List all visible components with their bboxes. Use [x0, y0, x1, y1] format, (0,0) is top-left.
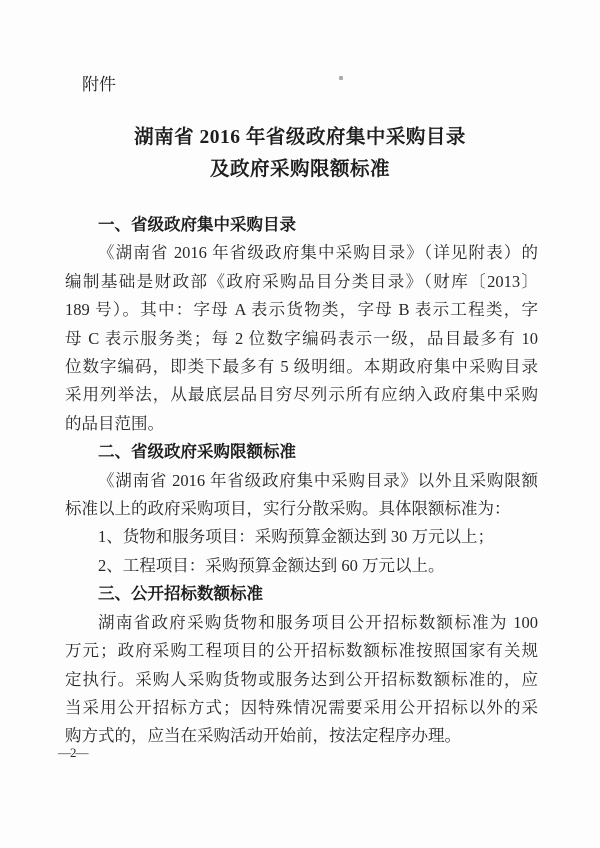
text-line: 1、货物和服务项目：采购预算金额达到 30 万元以上；	[98, 527, 494, 547]
scan-speck	[339, 76, 343, 80]
text-line: 标准以上的政府采购项目，实行分散采购。具体限额标准为：	[65, 499, 511, 519]
text-line: 《湖南省 2016 年省级政府集中采购目录》（详见附表）的	[98, 243, 538, 263]
text-line: 万元；政府采购工程项目的公开招标数额标准按照国家有关规	[65, 641, 538, 661]
text-line: 《湖南省 2016 年省级政府集中采购目录》以外且采购限额	[98, 470, 538, 490]
attachment-label: 附件	[82, 75, 116, 94]
document-title-line-2: 及政府采购限额标准	[209, 159, 390, 180]
document-title-line-1: 湖南省 2016 年省级政府集中采购目录	[134, 127, 466, 148]
section-heading-2: 二、省级政府采购限额标准	[98, 443, 296, 462]
text-line: 购方式的，应当在采购活动开始前，按法定程序办理。	[65, 726, 461, 746]
text-line: 2、工程项目：采购预算金额达到 60 万元以上。	[98, 555, 445, 575]
text-line: 母 C 表示服务类；每 2 位数字编码表示一级，品目最多有 10	[65, 328, 538, 348]
text-line: 当采用公开招标方式；因特殊情况需要采用公开招标以外的采	[65, 697, 538, 717]
text-line: 189 号）。其中：字母 A 表示货物类，字母 B 表示工程类，字	[65, 300, 538, 320]
document-title	[0, 122, 600, 186]
text-line: 采用列举法，从最底层品目穷尽列示所有应纳入政府集中采购	[65, 385, 538, 405]
section-heading-3: 三、公开招标数额标准	[98, 585, 263, 604]
text-line: 的品目范围。	[65, 413, 164, 433]
text-line: 编制基础是财政部《政府采购品目分类目录》（财库〔2013〕	[65, 271, 538, 291]
text-line: 位数字编码，即类下最多有 5 级明细。本期政府集中采购目录	[65, 357, 538, 377]
text-line: 定执行。采购人采购货物或服务达到公开招标数额标准的，应	[65, 669, 538, 689]
section-heading-1: 一、省级政府集中采购目录	[98, 216, 296, 234]
text-line: 湖南省政府采购货物和服务项目公开招标数额标准为 100	[98, 612, 538, 632]
document-body	[65, 211, 538, 751]
page-number: —2—	[58, 745, 88, 760]
